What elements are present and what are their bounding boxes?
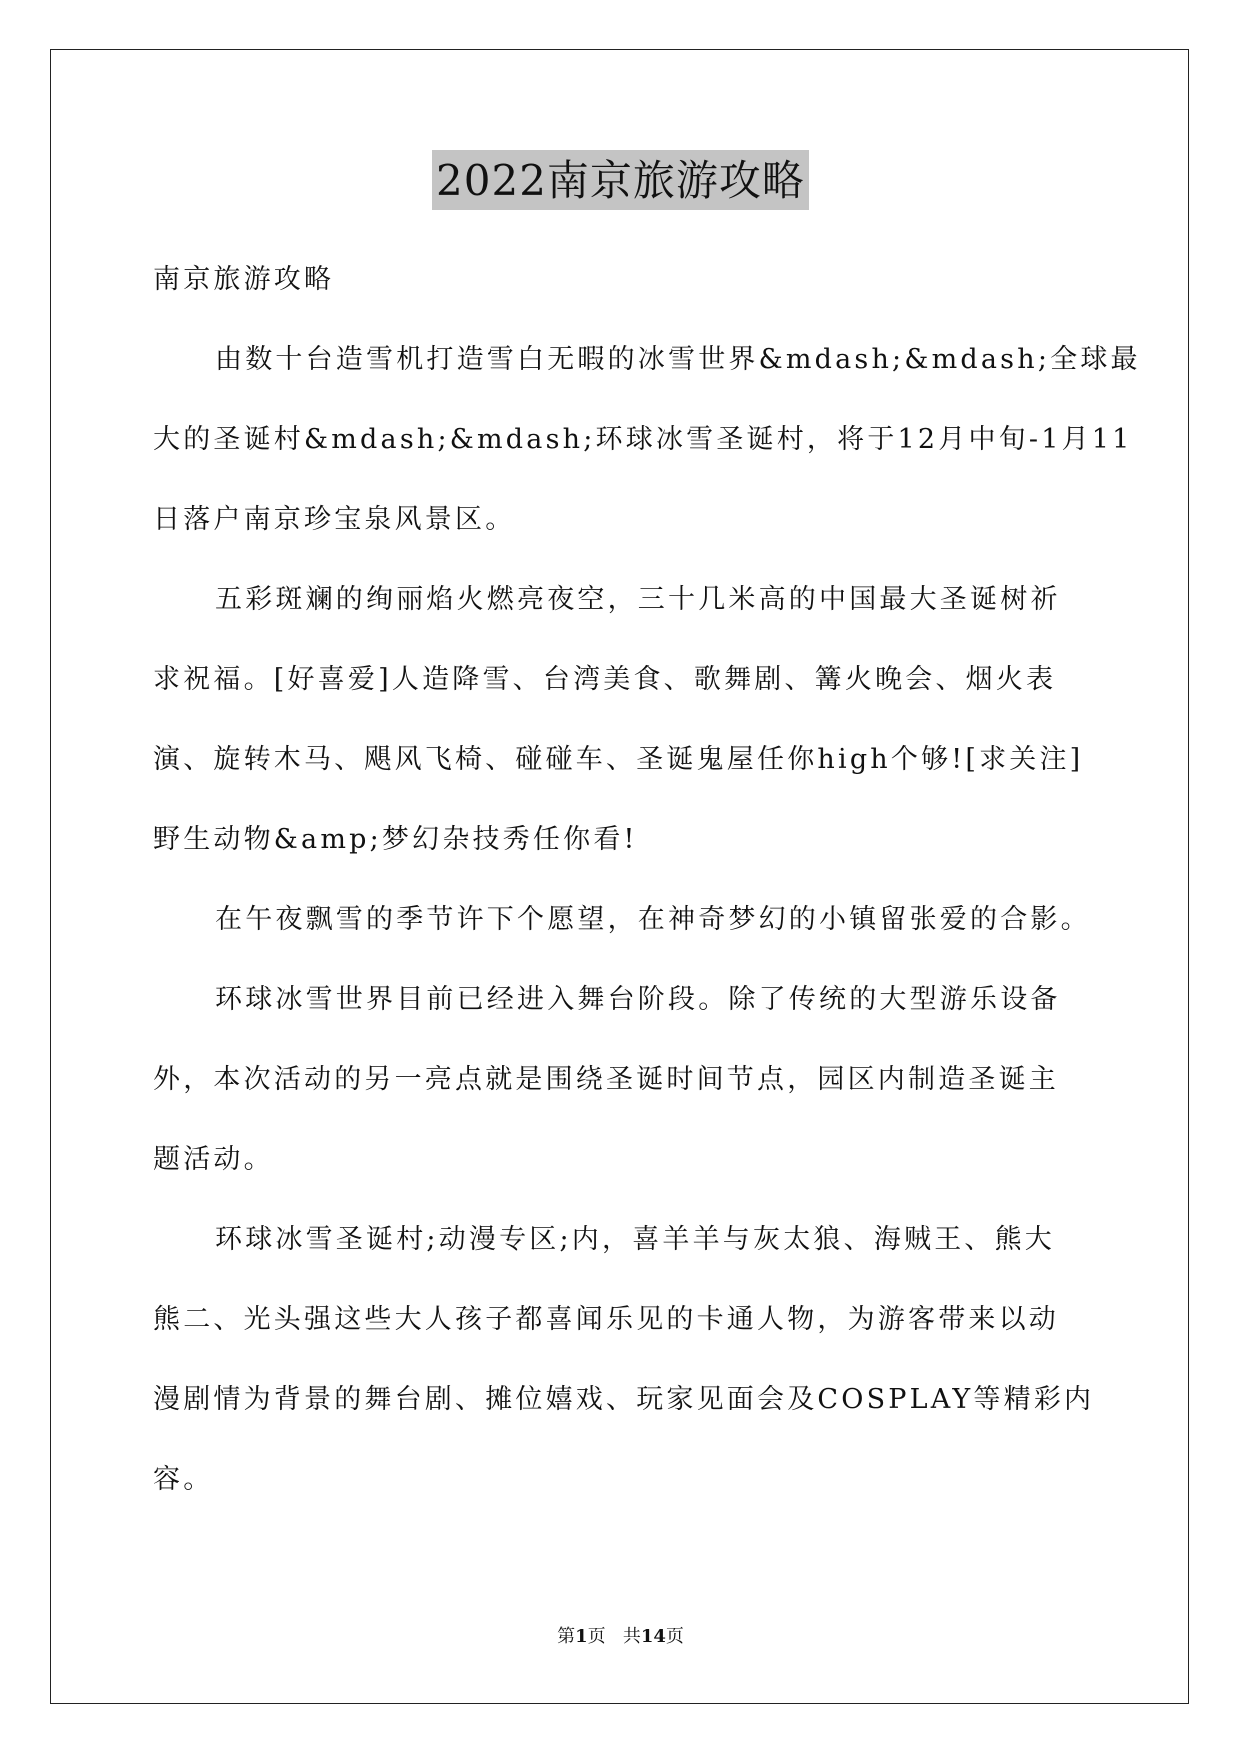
paragraph [153, 340, 1141, 540]
paragraph-line: 大的圣诞村&mdash;&mdash;环球冰雪圣诞村，将于12月中旬-1月11 [153, 424, 1133, 455]
paragraph [153, 580, 1093, 860]
paragraph-line: 由数十台造雪机打造雪白无暇的冰雪世界&mdash;&mdash;全球最 [215, 344, 1141, 375]
paragraph-line: 在午夜飘雪的季节许下个愿望，在神奇梦幻的小镇留张爱的合影。 [215, 904, 1091, 935]
paragraph-line: 演、旋转木马、飓风飞椅、碰碰车、圣诞鬼屋任你high个够![求关注] [153, 744, 1084, 775]
paragraph [153, 980, 1093, 1180]
paragraph [153, 1220, 1093, 1500]
paragraph-line: 外，本次活动的另一亮点就是围绕圣诞时间节点，园区内制造圣诞主 [153, 1064, 1059, 1095]
paragraph-line: 漫剧情为背景的舞台剧、摊位嬉戏、玩家见面会及COSPLAY等精彩内 [153, 1384, 1095, 1415]
paragraph-line: 五彩斑斓的绚丽焰火燃亮夜空，三十几米高的中国最大圣诞树祈 [215, 584, 1061, 615]
page-suffix: 页 [587, 1626, 606, 1647]
document-body [153, 260, 1141, 1540]
paragraph-line: 题活动。 [153, 1144, 274, 1175]
paragraph-line: 野生动物&amp;梦幻杂技秀任你看! [153, 824, 638, 855]
document-title: 2022南京旅游攻略 [432, 150, 809, 210]
document-subtitle: 南京旅游攻略 [153, 264, 335, 295]
page-prefix: 第 [557, 1626, 576, 1647]
page-number: 1 [575, 1626, 588, 1647]
paragraph-line: 容。 [153, 1464, 214, 1495]
paragraph-line: 求祝福。[好喜爱]人造降雪、台湾美食、歌舞剧、篝火晚会、烟火表 [153, 664, 1057, 695]
total-suffix: 页 [665, 1626, 684, 1647]
paragraph-line: 日落户南京珍宝泉风景区。 [153, 504, 516, 535]
paragraph-line: 环球冰雪世界目前已经进入舞台阶段。除了传统的大型游乐设备 [215, 984, 1061, 1015]
paragraph-line: 熊二、光头强这些大人孩子都喜闻乐见的卡通人物，为游客带来以动 [153, 1304, 1059, 1335]
page-footer [0, 1625, 1241, 1649]
paragraph [153, 900, 1093, 940]
total-prefix: 共 [622, 1626, 641, 1647]
total-pages: 14 [640, 1626, 666, 1647]
paragraph-line: 环球冰雪圣诞村;动漫专区;内，喜羊羊与灰太狼、海贼王、熊大 [215, 1224, 1055, 1255]
title-container [0, 150, 1241, 210]
